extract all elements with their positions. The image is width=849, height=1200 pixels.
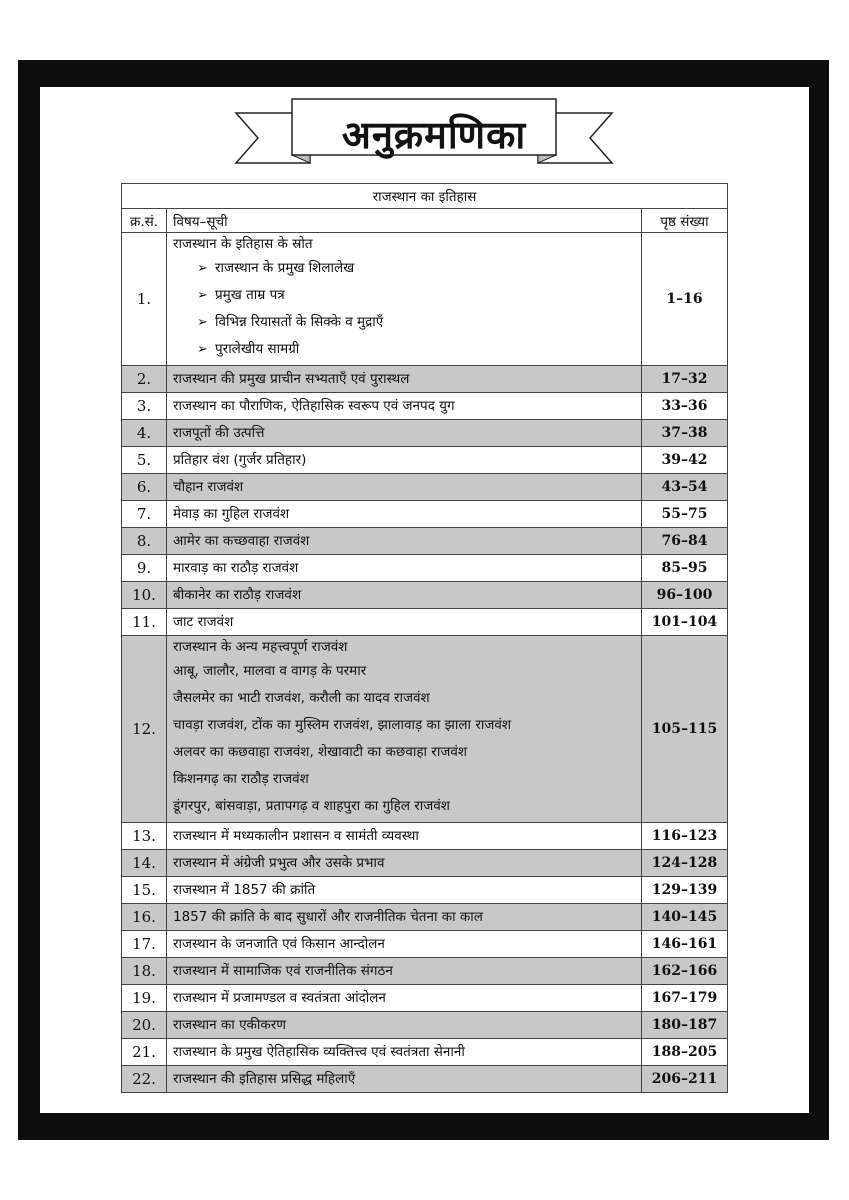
sub-topic-line: अलवर का कछवाहा राजवंश, शेखावाटी का कछवाहा राजवंश xyxy=(173,744,468,760)
row-serial: 17. xyxy=(122,931,167,958)
row-page-range: 206–211 xyxy=(641,1066,727,1093)
row-topic: चौहान राजवंश xyxy=(173,479,244,495)
row-topic: राजपूतों की उत्पत्ति xyxy=(173,425,265,441)
table-row xyxy=(122,609,728,636)
row-topic: मेवाड़ का गुहिल राजवंश xyxy=(173,506,290,522)
row-topic-cell xyxy=(167,904,642,931)
header-topic: विषय–सूची xyxy=(167,209,642,233)
row-topic: 1857 की क्रांति के बाद सुधारों और राजनीतिक चेतना का काल xyxy=(173,909,483,925)
row-topic-cell xyxy=(167,366,642,393)
row-page-range: 96–100 xyxy=(641,582,727,609)
row-topic-cell xyxy=(167,850,642,877)
header-serial: क्र.सं. xyxy=(122,209,167,233)
table-row xyxy=(122,1012,728,1039)
page-title: अनुक्रमणिका xyxy=(341,113,527,157)
row-page-range: 140–145 xyxy=(641,904,727,931)
row-topic-cell xyxy=(167,233,642,366)
row-serial: 11. xyxy=(122,609,167,636)
arrow-bullet-icon: ➢ xyxy=(197,261,208,276)
row-page-range: 43–54 xyxy=(641,474,727,501)
row-topic-cell xyxy=(167,1066,642,1093)
row-page-range: 76–84 xyxy=(641,528,727,555)
row-topic: मारवाड़ का राठौड़ राजवंश xyxy=(173,560,299,576)
table-row xyxy=(122,1039,728,1066)
column-header-row xyxy=(122,209,728,233)
sub-topic-text: राजस्थान के प्रमुख शिलालेख xyxy=(215,260,355,276)
sub-topic-bullet xyxy=(173,309,635,336)
table-row xyxy=(122,555,728,582)
row-serial: 10. xyxy=(122,582,167,609)
table-row xyxy=(122,528,728,555)
row-topic: राजस्थान के प्रमुख ऐतिहासिक व्यक्तित्त्व एवं स्वतंत्रता सेनानी xyxy=(173,1044,465,1060)
table-row xyxy=(122,366,728,393)
row-serial: 12. xyxy=(122,636,167,823)
row-topic: राजस्थान की इतिहास प्रसिद्ध महिलाएँ xyxy=(173,1071,356,1087)
row-topic: बीकानेर का राठौड़ राजवंश xyxy=(173,587,302,603)
sub-topic-line: डूंगरपुर, बांसवाड़ा, प्रतापगढ़ व शाहपुरा का गुहिल राजवंश xyxy=(173,798,450,814)
row-page-range: 167–179 xyxy=(641,985,727,1012)
sub-topic-bullet xyxy=(173,336,635,363)
row-page-range: 85–95 xyxy=(641,555,727,582)
sub-topic-text: पुरालेखीय सामग्री xyxy=(215,341,300,357)
row-topic-cell xyxy=(167,420,642,447)
row-page-range: 105–115 xyxy=(641,636,727,823)
table-row xyxy=(122,904,728,931)
row-serial: 1. xyxy=(122,233,167,366)
sub-topic-line: जैसलमेर का भाटी राजवंश, करौली का यादव राजवंश xyxy=(173,690,430,706)
arrow-bullet-icon: ➢ xyxy=(197,342,208,357)
row-page-range: 37–38 xyxy=(641,420,727,447)
row-serial: 22. xyxy=(122,1066,167,1093)
row-serial: 21. xyxy=(122,1039,167,1066)
table-row xyxy=(122,985,728,1012)
row-topic-cell xyxy=(167,609,642,636)
row-page-range: 101–104 xyxy=(641,609,727,636)
row-serial: 13. xyxy=(122,823,167,850)
sub-topic-line: चावड़ा राजवंश, टोंक का मुस्लिम राजवंश, झालावाड़ का झाला राजवंश xyxy=(173,717,512,733)
row-page-range: 146–161 xyxy=(641,931,727,958)
row-topic: राजस्थान के अन्य महत्त्वपूर्ण राजवंश xyxy=(173,639,348,655)
row-topic: राजस्थान में सामाजिक एवं राजनीतिक संगठन xyxy=(173,963,393,979)
row-page-range: 17–32 xyxy=(641,366,727,393)
row-topic-cell xyxy=(167,931,642,958)
row-page-range: 116–123 xyxy=(641,823,727,850)
row-topic-cell xyxy=(167,958,642,985)
row-serial: 6. xyxy=(122,474,167,501)
row-topic-cell xyxy=(167,528,642,555)
row-serial: 20. xyxy=(122,1012,167,1039)
row-serial: 16. xyxy=(122,904,167,931)
row-page-range: 33–36 xyxy=(641,393,727,420)
arrow-bullet-icon: ➢ xyxy=(197,315,208,330)
row-topic-cell xyxy=(167,501,642,528)
row-topic-cell xyxy=(167,1039,642,1066)
row-topic: जाट राजवंश xyxy=(173,614,234,630)
row-topic-cell xyxy=(167,555,642,582)
row-topic: राजस्थान के जनजाति एवं किसान आन्दोलन xyxy=(173,936,385,952)
row-topic: आमेर का कच्छवाहा राजवंश xyxy=(173,533,310,549)
sub-topic-text: प्रमुख ताम्र पत्र xyxy=(215,287,285,303)
row-serial: 14. xyxy=(122,850,167,877)
table-row xyxy=(122,1066,728,1093)
arrow-bullet-icon: ➢ xyxy=(197,288,208,303)
row-page-range: 188–205 xyxy=(641,1039,727,1066)
row-serial: 4. xyxy=(122,420,167,447)
table-row xyxy=(122,474,728,501)
section-heading: राजस्थान का इतिहास xyxy=(122,184,728,209)
row-topic: प्रतिहार वंश (गुर्जर प्रतिहार) xyxy=(173,452,307,468)
row-topic: राजस्थान में मध्यकालीन प्रशासन व सामंती व्यवस्था xyxy=(173,828,419,844)
table-row xyxy=(122,233,728,366)
row-topic: राजस्थान का एकीकरण xyxy=(173,1017,287,1033)
toc-table xyxy=(121,183,728,1093)
table-row xyxy=(122,393,728,420)
row-page-range: 39–42 xyxy=(641,447,727,474)
table-row xyxy=(122,958,728,985)
row-topic-cell xyxy=(167,636,642,823)
row-topic: राजस्थान में 1857 की क्रांति xyxy=(173,882,316,898)
sub-topic-line: किशनगढ़ का राठौड़ राजवंश xyxy=(173,771,309,787)
row-topic-cell xyxy=(167,877,642,904)
table-row xyxy=(122,501,728,528)
row-topic-cell xyxy=(167,393,642,420)
row-topic-cell xyxy=(167,474,642,501)
sub-topic-text: विभिन्न रियासतों के सिक्के व मुद्राएँ xyxy=(215,314,384,330)
row-page-range: 129–139 xyxy=(641,877,727,904)
table-row xyxy=(122,931,728,958)
row-serial: 2. xyxy=(122,366,167,393)
table-row xyxy=(122,877,728,904)
row-serial: 3. xyxy=(122,393,167,420)
row-page-range: 162–166 xyxy=(641,958,727,985)
table-row xyxy=(122,447,728,474)
row-serial: 15. xyxy=(122,877,167,904)
row-topic: राजस्थान में प्रजामण्डल व स्वतंत्रता आंदोलन xyxy=(173,990,386,1006)
sub-topic-line: आबू, जालौर, मालवा व वागड़ के परमार xyxy=(173,663,367,679)
row-serial: 9. xyxy=(122,555,167,582)
section-heading-row xyxy=(122,184,728,209)
table-row xyxy=(122,850,728,877)
row-serial: 8. xyxy=(122,528,167,555)
row-page-range: 124–128 xyxy=(641,850,727,877)
sub-topic-bullet xyxy=(173,282,635,309)
row-topic: राजस्थान की प्रमुख प्राचीन सभ्यताएँ एवं पुरास्थल xyxy=(173,371,410,387)
table-row xyxy=(122,420,728,447)
row-topic-cell xyxy=(167,1012,642,1039)
row-topic-cell xyxy=(167,823,642,850)
row-serial: 18. xyxy=(122,958,167,985)
row-topic-cell xyxy=(167,985,642,1012)
row-topic-cell xyxy=(167,447,642,474)
row-topic: राजस्थान का पौराणिक, ऐतिहासिक स्वरूप एवं जनपद युग xyxy=(173,398,455,414)
sub-topic-bullet xyxy=(173,255,635,282)
row-page-range: 55–75 xyxy=(641,501,727,528)
table-row xyxy=(122,823,728,850)
table-row xyxy=(122,582,728,609)
row-topic-cell xyxy=(167,582,642,609)
row-topic: राजस्थान के इतिहास के स्रोत xyxy=(173,236,313,252)
table-row xyxy=(122,636,728,823)
row-serial: 19. xyxy=(122,985,167,1012)
row-serial: 5. xyxy=(122,447,167,474)
row-topic: राजस्थान में अंग्रेजी प्रभुत्व और उसके प्रभाव xyxy=(173,855,385,871)
header-pages: पृष्ठ संख्या xyxy=(641,209,727,233)
row-serial: 7. xyxy=(122,501,167,528)
row-page-range: 180–187 xyxy=(641,1012,727,1039)
row-page-range: 1–16 xyxy=(641,233,727,366)
